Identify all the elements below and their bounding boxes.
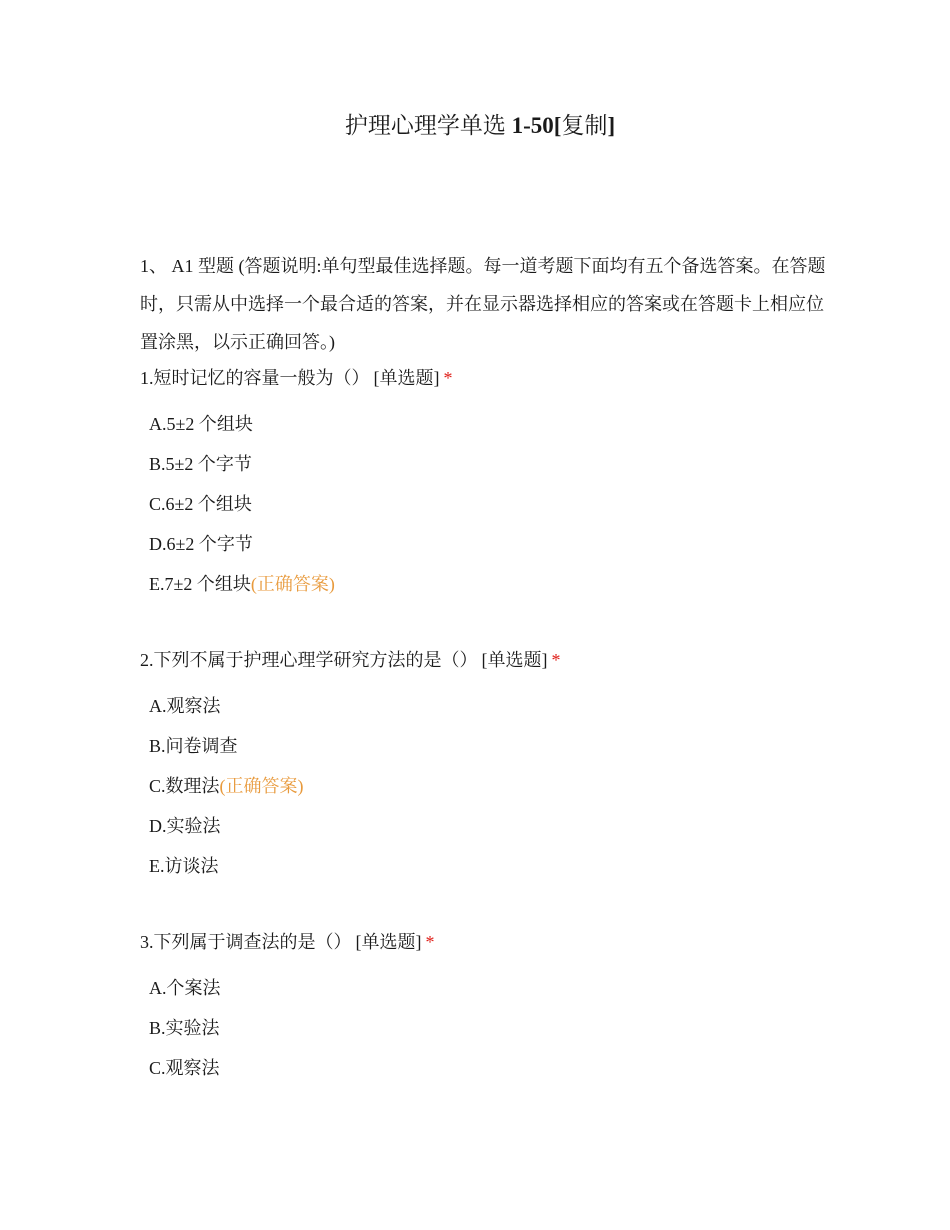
- question-stem: [140, 365, 840, 391]
- option-c[interactable]: [149, 1055, 840, 1095]
- question-text: 3.下列属于调查法的是（）: [140, 932, 352, 952]
- option-b[interactable]: [149, 1015, 840, 1055]
- required-marker: *: [551, 650, 561, 670]
- title-range: 1-50[: [511, 113, 562, 138]
- option-a[interactable]: [149, 411, 840, 451]
- title-prefix: 护理心理学单选: [344, 113, 512, 138]
- option-text: A.个案法: [149, 978, 221, 998]
- option-text: A.5±2 个组块: [149, 414, 253, 434]
- options-list: [140, 693, 840, 893]
- option-c[interactable]: [149, 491, 840, 531]
- option-text: E.访谈法: [149, 856, 219, 876]
- option-d[interactable]: [149, 813, 840, 853]
- title-suffix: ]: [607, 113, 616, 138]
- question-type-label: [单选题]: [481, 650, 548, 670]
- options-list: [140, 975, 840, 1095]
- option-text: B.5±2 个字节: [149, 454, 252, 474]
- required-marker: *: [425, 932, 435, 952]
- question-1: [140, 365, 840, 611]
- correct-answer-tag: (正确答案): [250, 574, 335, 594]
- correct-answer-tag: (正确答案): [219, 776, 304, 796]
- required-marker: *: [443, 368, 453, 388]
- section-instructions: 1、 A1 型题 (答题说明:单句型最佳选择题。每一道考题下面均有五个备选答案。在答题时，只需从中选择一个最合适的答案，并在显示器选择相应的答案或在答题卡上相应位置涂黑，以示正确回答。): [140, 256, 826, 352]
- question-text: 1.短时记忆的容量一般为（）: [140, 368, 370, 388]
- option-text: C.数理法: [149, 776, 220, 796]
- question-stem: [140, 929, 840, 955]
- option-b[interactable]: [149, 733, 840, 773]
- option-c[interactable]: [149, 773, 840, 813]
- question-type-label: [单选题]: [355, 932, 422, 952]
- page-title: [0, 110, 950, 142]
- option-text: D.6±2 个字节: [149, 534, 253, 554]
- title-copy: 复制: [561, 113, 608, 138]
- option-b[interactable]: [149, 451, 840, 491]
- question-text: 2.下列不属于护理心理学研究方法的是（）: [140, 650, 478, 670]
- question-3: [140, 929, 840, 1095]
- question-stem: [140, 647, 840, 673]
- option-text: B.实验法: [149, 1018, 220, 1038]
- options-list: [140, 411, 840, 611]
- option-e[interactable]: [149, 853, 840, 893]
- question-2: [140, 647, 840, 893]
- option-text: A.观察法: [149, 696, 221, 716]
- option-text: C.观察法: [149, 1058, 220, 1078]
- question-type-label: [单选题]: [373, 368, 440, 388]
- option-text: D.实验法: [149, 816, 221, 836]
- option-text: C.6±2 个组块: [149, 494, 252, 514]
- option-text: B.问卷调查: [149, 736, 238, 756]
- option-a[interactable]: [149, 975, 840, 1015]
- option-e[interactable]: [149, 571, 840, 611]
- option-d[interactable]: [149, 531, 840, 571]
- option-a[interactable]: [149, 693, 840, 733]
- option-text: E.7±2 个组块: [149, 574, 251, 594]
